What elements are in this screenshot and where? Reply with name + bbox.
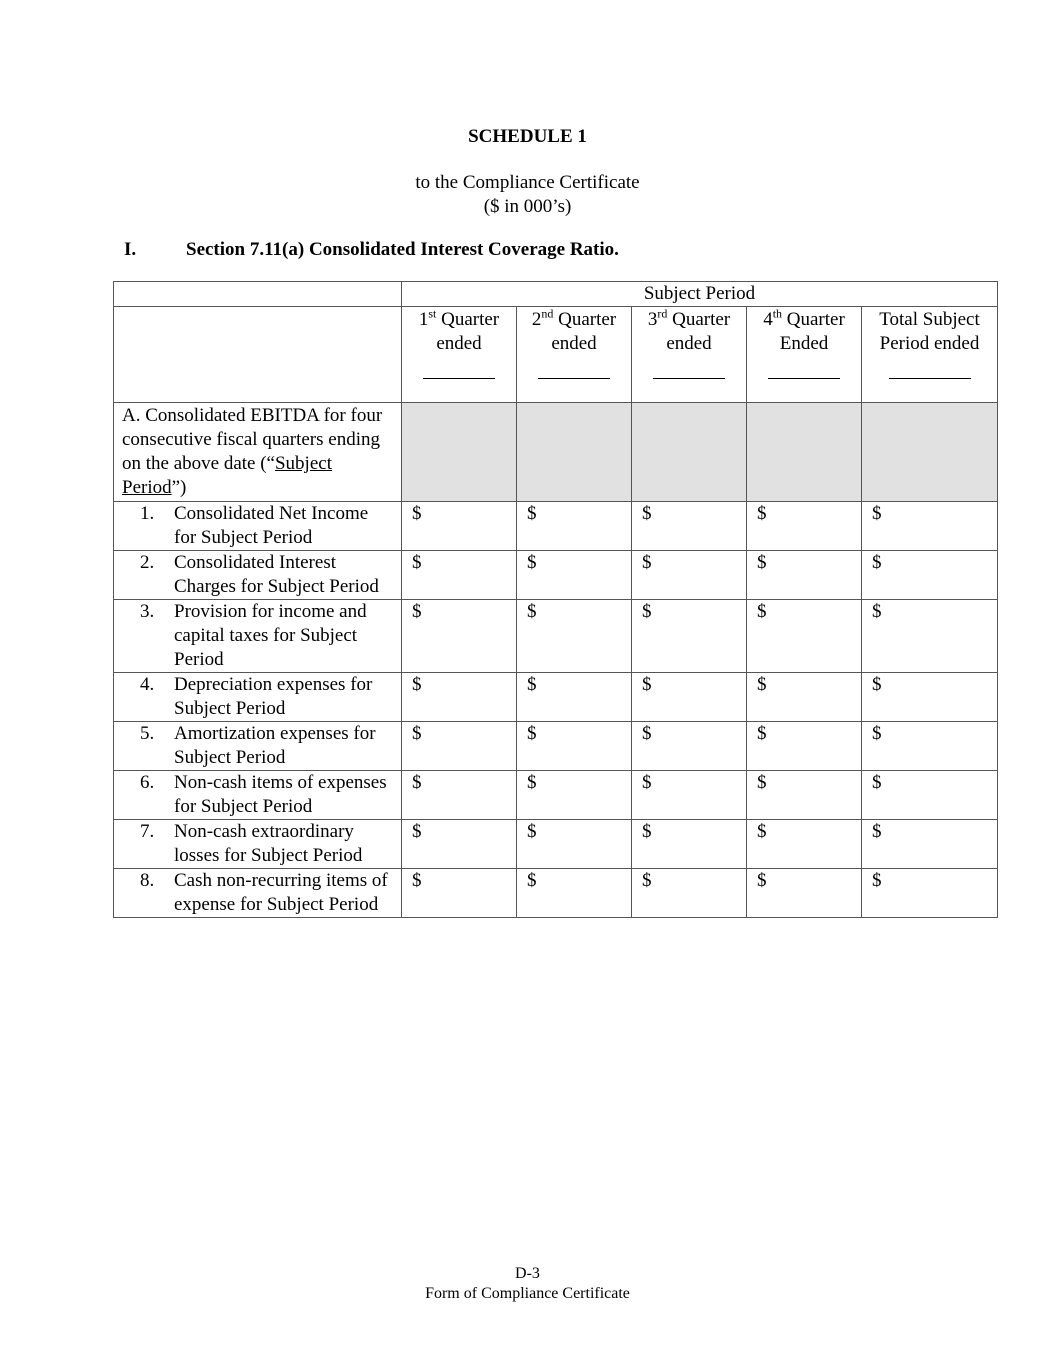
amount-cell[interactable]: $: [402, 600, 517, 673]
amount-cell[interactable]: $: [747, 771, 862, 820]
row-number: 2.: [140, 552, 155, 573]
amount-cell[interactable]: $: [402, 820, 517, 869]
row-label-cell: [114, 502, 402, 551]
amount-cell[interactable]: $: [747, 869, 862, 918]
row-label: Non-cash items of expenses for Subject Period: [174, 772, 387, 817]
shaded-cell: [862, 403, 998, 502]
row-label-cell: [114, 771, 402, 820]
amount-cell[interactable]: $: [402, 722, 517, 771]
shaded-cell: [517, 403, 632, 502]
shaded-cell: [402, 403, 517, 502]
subtitle-line-2: ($ in 000’s): [483, 196, 572, 217]
total-header: Total Subject Period ended: [862, 307, 998, 403]
row-label-cell: [114, 673, 402, 722]
table-row: [114, 551, 998, 600]
row-number: 5.: [140, 723, 155, 744]
table-row: [114, 722, 998, 771]
item-rows: [114, 502, 998, 918]
amount-cell[interactable]: $: [747, 600, 862, 673]
date-blank-line[interactable]: [768, 360, 840, 379]
section-a-row: [114, 403, 998, 502]
amount-cell[interactable]: $: [632, 722, 747, 771]
amount-cell[interactable]: $: [517, 673, 632, 722]
defined-term: Subject Period: [122, 453, 332, 498]
row-label-cell: [114, 551, 402, 600]
amount-cell[interactable]: $: [747, 722, 862, 771]
amount-cell[interactable]: $: [747, 820, 862, 869]
group-header-row: [114, 282, 998, 307]
amount-cell[interactable]: $: [517, 869, 632, 918]
amount-cell[interactable]: $: [862, 771, 998, 820]
section-heading: [124, 239, 619, 261]
amount-cell[interactable]: $: [862, 673, 998, 722]
amount-cell[interactable]: $: [402, 502, 517, 551]
amount-cell[interactable]: $: [632, 502, 747, 551]
table-row: [114, 600, 998, 673]
amount-cell[interactable]: $: [517, 551, 632, 600]
amount-cell[interactable]: $: [517, 820, 632, 869]
quarter-3-header: 3rd Quarter ended: [632, 307, 747, 403]
date-blank-line[interactable]: [889, 360, 971, 379]
row-label: Provision for income and capital taxes for Subject Period: [174, 601, 367, 670]
table-row: [114, 869, 998, 918]
table-row: [114, 502, 998, 551]
column-header-row: [114, 307, 998, 403]
row-number: 7.: [140, 821, 155, 842]
amount-cell[interactable]: $: [747, 673, 862, 722]
section-title: Section 7.11(a) Consolidated Interest Coverage Ratio.: [186, 239, 619, 260]
row-label: Amortization expenses for Subject Period: [174, 723, 376, 768]
amount-cell[interactable]: $: [862, 551, 998, 600]
amount-cell[interactable]: $: [632, 673, 747, 722]
row-number: 1.: [140, 503, 155, 524]
amount-cell[interactable]: $: [517, 771, 632, 820]
amount-cell[interactable]: $: [747, 551, 862, 600]
row-label: Cash non-recurring items of expense for Subject Period: [174, 870, 388, 915]
section-a-label: A. Consolidated EBITDA for four consecutive fiscal quarters ending on the above date (“Subject Period”): [114, 403, 402, 502]
amount-cell[interactable]: $: [862, 600, 998, 673]
amount-cell[interactable]: $: [402, 771, 517, 820]
amount-cell[interactable]: $: [862, 502, 998, 551]
row-label: Consolidated Interest Charges for Subject Period: [174, 552, 379, 597]
amount-cell[interactable]: $: [747, 502, 862, 551]
row-number: 8.: [140, 870, 155, 891]
amount-cell[interactable]: $: [862, 722, 998, 771]
row-label-cell: [114, 820, 402, 869]
row-number: 4.: [140, 674, 155, 695]
amount-cell[interactable]: $: [632, 820, 747, 869]
amount-cell[interactable]: $: [402, 869, 517, 918]
subject-period-header: Subject Period: [402, 282, 998, 307]
quarter-4-header: 4th Quarter Ended: [747, 307, 862, 403]
row-label-cell: [114, 869, 402, 918]
section-number: I.: [124, 239, 137, 260]
date-blank-line[interactable]: [423, 360, 495, 379]
table-row: [114, 673, 998, 722]
page-footer: [0, 1264, 1055, 1304]
row-label-cell: [114, 600, 402, 673]
table-row: [114, 771, 998, 820]
page-number: D-3: [515, 1265, 540, 1282]
document-name: Form of Compliance Certificate: [425, 1285, 630, 1302]
table-row: [114, 820, 998, 869]
amount-cell[interactable]: $: [402, 673, 517, 722]
corner-cell: [114, 282, 402, 307]
ratio-table: [113, 281, 998, 918]
amount-cell[interactable]: $: [862, 820, 998, 869]
date-blank-line[interactable]: [538, 360, 610, 379]
row-label: Non-cash extraordinary losses for Subject Period: [174, 821, 363, 866]
amount-cell[interactable]: $: [632, 551, 747, 600]
amount-cell[interactable]: $: [862, 869, 998, 918]
amount-cell[interactable]: $: [632, 869, 747, 918]
subtitle-line-1: to the Compliance Certificate: [415, 172, 640, 193]
amount-cell[interactable]: $: [402, 551, 517, 600]
empty-header-cell: [114, 307, 402, 403]
row-number: 3.: [140, 601, 155, 622]
row-label: Consolidated Net Income for Subject Period: [174, 503, 369, 548]
row-label: Depreciation expenses for Subject Period: [174, 674, 373, 719]
subtitle: [0, 171, 1055, 219]
amount-cell[interactable]: $: [517, 722, 632, 771]
amount-cell[interactable]: $: [517, 502, 632, 551]
shaded-cell: [632, 403, 747, 502]
amount-cell[interactable]: $: [632, 771, 747, 820]
quarter-2-header: 2nd Quarter ended: [517, 307, 632, 403]
row-label-cell: [114, 722, 402, 771]
shaded-cell: [747, 403, 862, 502]
date-blank-line[interactable]: [653, 360, 725, 379]
quarter-1-header: 1st Quarter ended: [402, 307, 517, 403]
amount-cell[interactable]: $: [632, 600, 747, 673]
amount-cell[interactable]: $: [517, 600, 632, 673]
schedule-title: SCHEDULE 1: [468, 126, 587, 147]
row-number: 6.: [140, 772, 155, 793]
